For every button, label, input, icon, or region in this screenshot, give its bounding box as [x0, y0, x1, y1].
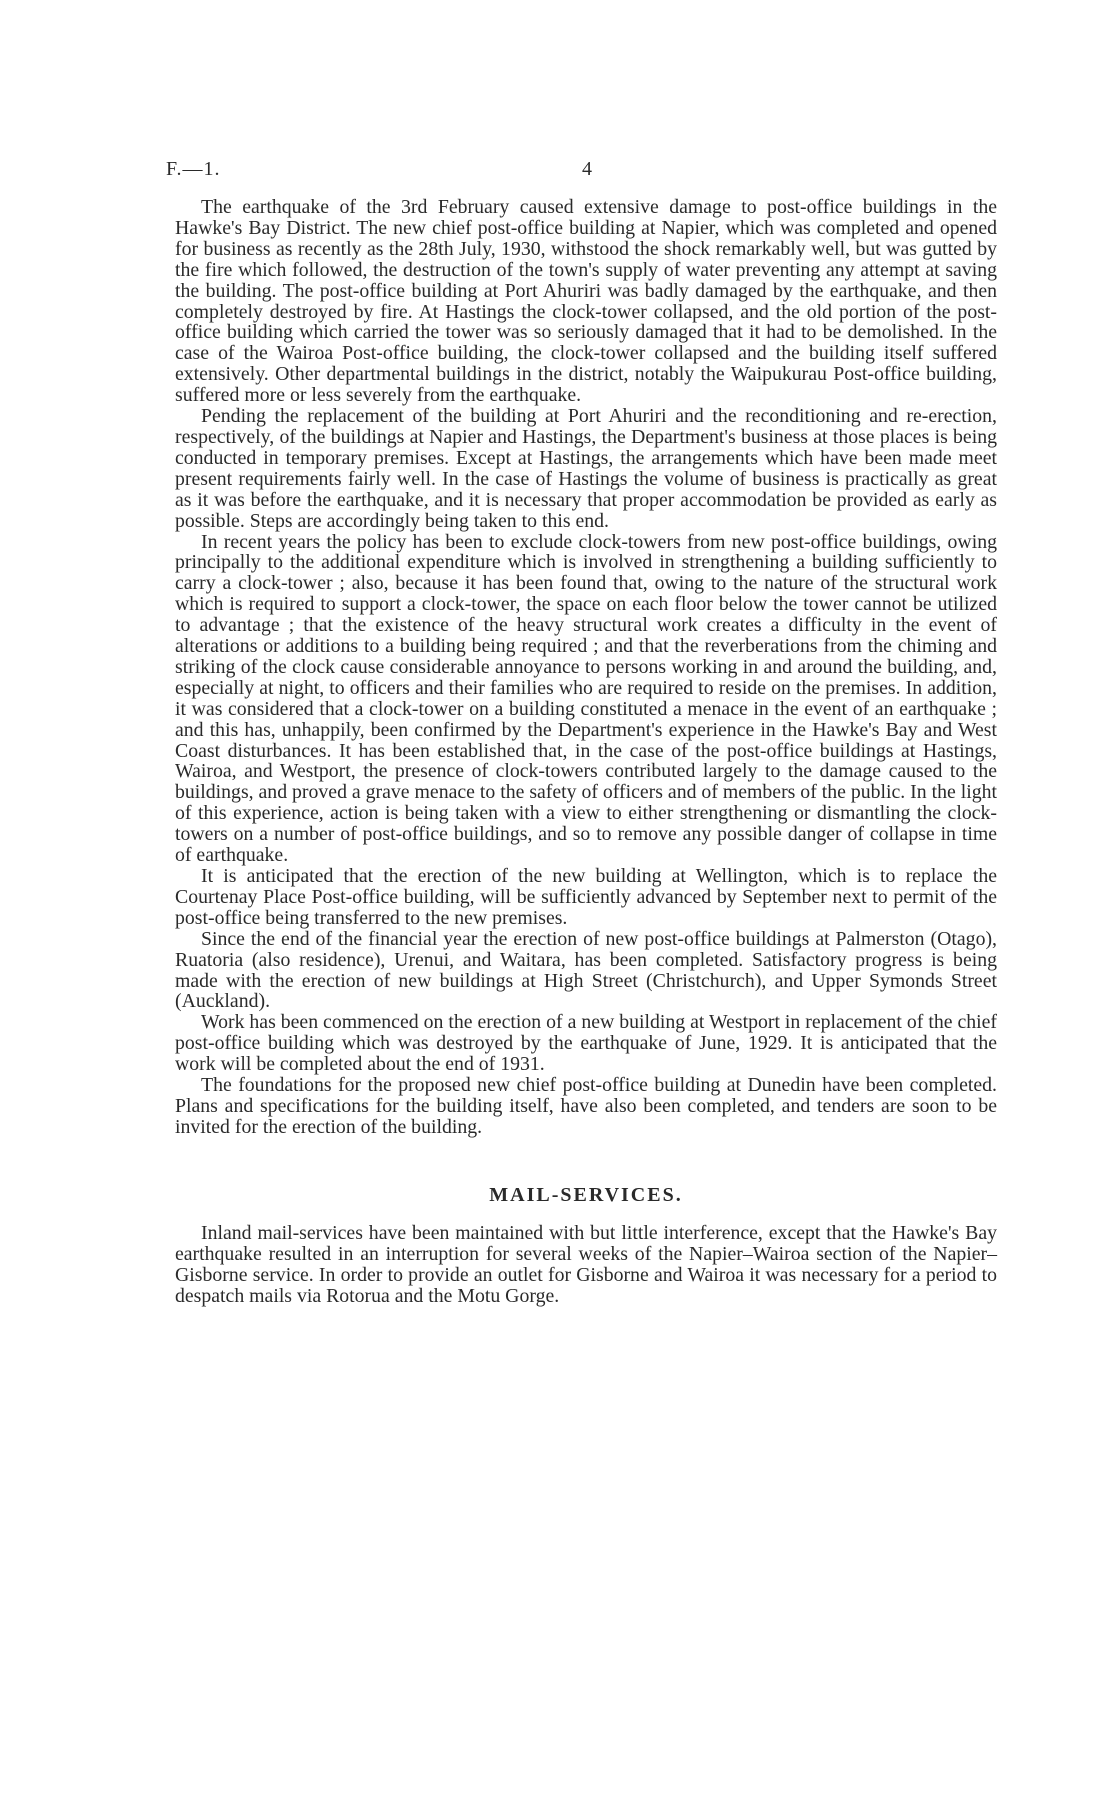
paragraph-dunedin: The foundations for the proposed new chief post-office building at Dunedin have been completed. Plans and specifications for the building itself, have also been completed, and tenders are soon to be invited for the erection of the building.	[175, 1074, 997, 1138]
paragraph-new-buildings: Since the end of the financial year the erection of new post-office buildings at Palmerston (Otago), Ruatoria (also residence), Urenui, and Waitara, has been completed. Satisfactory progress is being made with the erection of new buildings at High Street (Christchurch), and Upper Symonds Street (Auckland).	[175, 927, 997, 1013]
paragraph-wellington-building: It is anticipated that the erection of the new building at Wellington, which is to replace the Courtenay Place Post-office building, will be sufficiently advanced by September next to permit of the post-office being transferred to the new premises.	[175, 865, 997, 929]
paragraph-inland-mail: Inland mail-services have been maintained with but little interference, except that the Hawke's Bay earthquake resulted in an interruption for several weeks of the Napier–Wairoa section of the Napier–Gisborne service. In order to provide an outlet for Gisborne and Wairoa it was necessary for a period to despatch mails via Rotorua and the Motu Gorge.	[175, 1221, 997, 1307]
paragraph-clock-tower-policy: In recent years the policy has been to exclude clock-towers from new post-office buildings, owing principally to the additional expenditure which is involved in strengthening a building sufficiently to carry a clock-tower ; also, because it has been found that, owing to the nature of the structural work which is required to support a clock-tower, the space on each floor below the tower cannot be utilized to advantage ; that the existence of the heavy structural work creates a difficulty in the event of alterations or additions to a building being required ; and that the reverberations from the chiming and striking of the clock cause considerable annoyance to persons working in and around the building, and, especially at night, to officers and their families who are required to reside on the premises. In addition, it was considered that a clock-tower on a building constituted a menace in the event of an earthquake ; and this has, unhappily, been confirmed by the Department's experience in the Hawke's Bay and West Coast disturbances. It has been established that, in the case of the post-office buildings at Hastings, Wairoa, and Westport, the presence of clock-towers contributed largely to the damage caused to the buildings, and proved a grave menace to the safety of officers and of members of the public. In the light of this experience, action is being taken with a view to either strengthening or dismantling the clock-towers on a number of post-office buildings, and so to remove any possible danger of collapse in time of earthquake.	[175, 530, 997, 867]
document-body	[175, 197, 997, 1306]
paragraph-temporary-premises: Pending the replacement of the building at Port Ahuriri and the reconditioning and re-erection, respectively, of the buildings at Napier and Hastings, the Department's business at those places is being conducted in temporary premises. Except at Hastings, the arrangements which have been made meet present requirements fairly well. In the case of Hastings the volume of business is practically as great as it was before the earthquake, and it is necessary that proper accommodation be provided as early as possible. Steps are accordingly being taken to this end.	[175, 405, 997, 532]
page-number: 4	[582, 158, 592, 180]
document-id: F.—1.	[166, 158, 221, 180]
paragraph-earthquake-damage: The earthquake of the 3rd February caused extensive damage to post-office buildings in the Hawke's Bay District. The new chief post-office building at Napier, which was completed and opened for business as recently as the 28th July, 1930, withstood the shock remarkably well, but was gutted by the fire which followed, the destruction of the town's supply of water preventing any attempt at saving the building. The post-office building at Port Ahuriri was badly damaged by the earthquake, and then completely destroyed by fire. At Hastings the clock-tower collapsed, and the old portion of the post-office building which carried the tower was so seriously damaged that it had to be demolished. In the case of the Wairoa Post-office building, the clock-tower collapsed and the building itself suffered extensively. Other departmental buildings in the district, notably the Waipukurau Post-office building, suffered more or less severely from the earthquake.	[175, 196, 997, 407]
section-heading-mail-services: MAIL-SERVICES.	[489, 1183, 683, 1206]
page-header	[166, 158, 996, 186]
paragraph-westport: Work has been commenced on the erection of a new building at Westport in replacement of the chief post-office building which was destroyed by the earthquake of June, 1929. It is anticipated that the work will be completed about the end of 1931.	[175, 1011, 997, 1076]
